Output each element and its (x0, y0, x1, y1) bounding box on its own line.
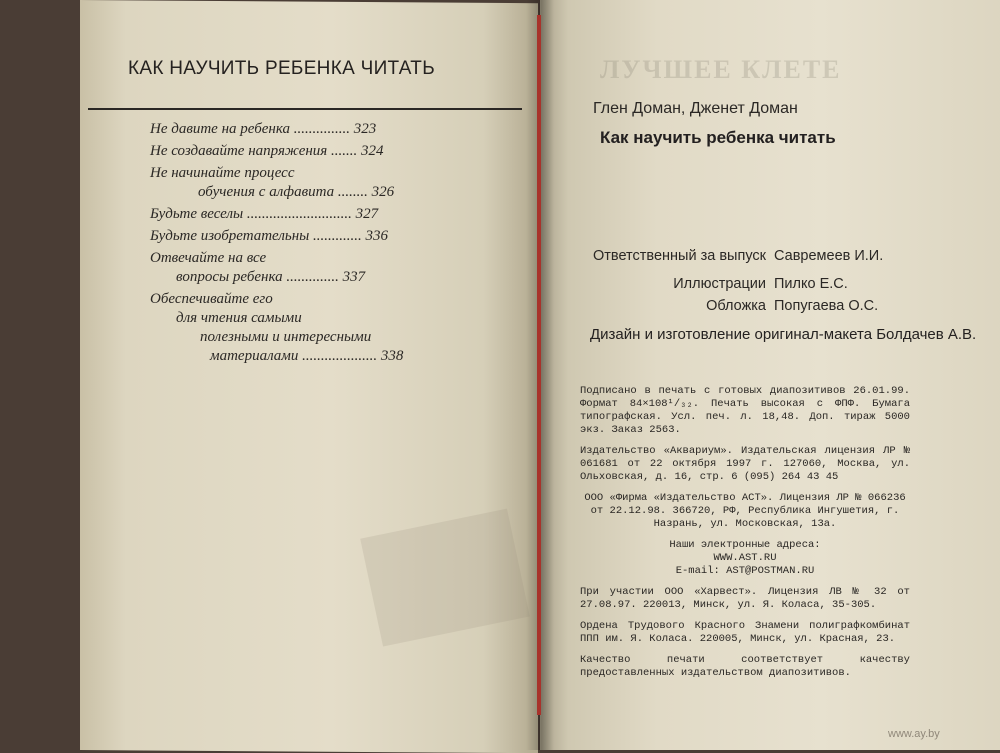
toc-continuation: материалами .................... 338 (210, 348, 404, 364)
credit-person: Попугаева О.С. (774, 298, 879, 314)
toc-text: Не начинайте процесс (150, 165, 295, 181)
credit-person: Пилко Е.С. (774, 276, 848, 292)
toc-item (150, 142, 480, 161)
toc-item (150, 120, 480, 139)
toc-item (150, 290, 480, 366)
toc-item (150, 249, 480, 287)
credit-person: Савремеев И.И. (774, 248, 884, 264)
credit-role: Иллюстрации (673, 276, 766, 292)
header-rule (88, 108, 522, 110)
toc-item (150, 205, 480, 224)
email: E-mail: AST@POSTMAN.RU (675, 565, 815, 577)
imprint-block (580, 385, 910, 688)
credit-row (590, 298, 883, 314)
credit-role: Обложка (706, 298, 766, 314)
right-page (540, 0, 1000, 750)
quality-note: Качество печати соответствует качеству предоставленных издательством диапозитивов. (580, 654, 910, 679)
show-through-stain (360, 509, 530, 647)
toc-continuation: для чтения самыми (176, 310, 302, 326)
printer-info: Ордена Трудового Красного Знамени полиграфкомбинат ППП им. Я. Коласа. 220005, Минск, ул. Красная, 23. (580, 620, 910, 645)
table-of-contents (150, 120, 480, 369)
cover-edge (537, 15, 541, 715)
book-title: Как научить ребенка читать (600, 128, 836, 147)
book-authors: Глен Доман, Дженет Доман (593, 100, 798, 117)
left-page (80, 0, 538, 753)
toc-continuation: вопросы ребенка .............. 337 (176, 269, 366, 285)
website: WWW.AST.RU (713, 552, 777, 564)
toc-text: Не давите на ребенка ............... 323 (150, 121, 377, 137)
toc-continuation: обучения с алфавита ........ 326 (198, 184, 395, 200)
show-through-text: ЛУЧШЕЕ КЛЕТЕ (600, 55, 842, 84)
toc-item (150, 227, 480, 246)
credit-row (590, 276, 883, 292)
credit-role: Ответственный за выпуск (593, 248, 766, 264)
toc-continuation: полезными и интересными (200, 329, 372, 345)
credit-row (590, 248, 883, 264)
toc-text: Обеспечивайте его (150, 291, 273, 307)
running-header: КАК НАУЧИТЬ РЕБЕНКА ЧИТАТЬ (128, 58, 435, 79)
toc-text: Будьте изобретательны ............. 336 (150, 228, 389, 244)
harvest-info: При участии ООО «Харвест». Лицензия ЛВ № 32 от 27.08.97. 220013, Минск, ул. Я. Коласа, 35-305. (580, 586, 910, 611)
web-label: Наши электронные адреса: (669, 539, 821, 551)
toc-item (150, 164, 480, 202)
credits-block (590, 248, 883, 320)
toc-text: Будьте веселы ............................ 327 (150, 206, 379, 222)
toc-text: Не создавайте напряжения ....... 324 (150, 143, 384, 159)
print-info: Подписано в печать с готовых диапозитивов 26.01.99. Формат 84×108¹/₃₂. Печать высокая с ФПФ. Бумага типографская. Усл. печ. л. 18,48. Доп. тираж 5000 экз. Заказ 2563. (580, 385, 910, 436)
watermark: www.ay.by (888, 728, 940, 740)
publisher-info: Издательство «Аквариум». Издательская лицензия ЛР № 061681 от 22 октября 1997 г. 127060, Москва, ул. Ольховская, д. 16, стр. 6 (095) 264 43 45 (580, 445, 910, 483)
publisher-info: ООО «Фирма «Издательство АСТ». Лицензия ЛР № 066236 от 22.12.98. 366720, РФ, Республика Ингушетия, г. Назрань, ул. Московская, 13а. (584, 492, 906, 530)
toc-text: Отвечайте на все (150, 250, 267, 266)
design-credit: Дизайн и изготовление оригинал-макета Болдачев А.В. (590, 326, 977, 343)
